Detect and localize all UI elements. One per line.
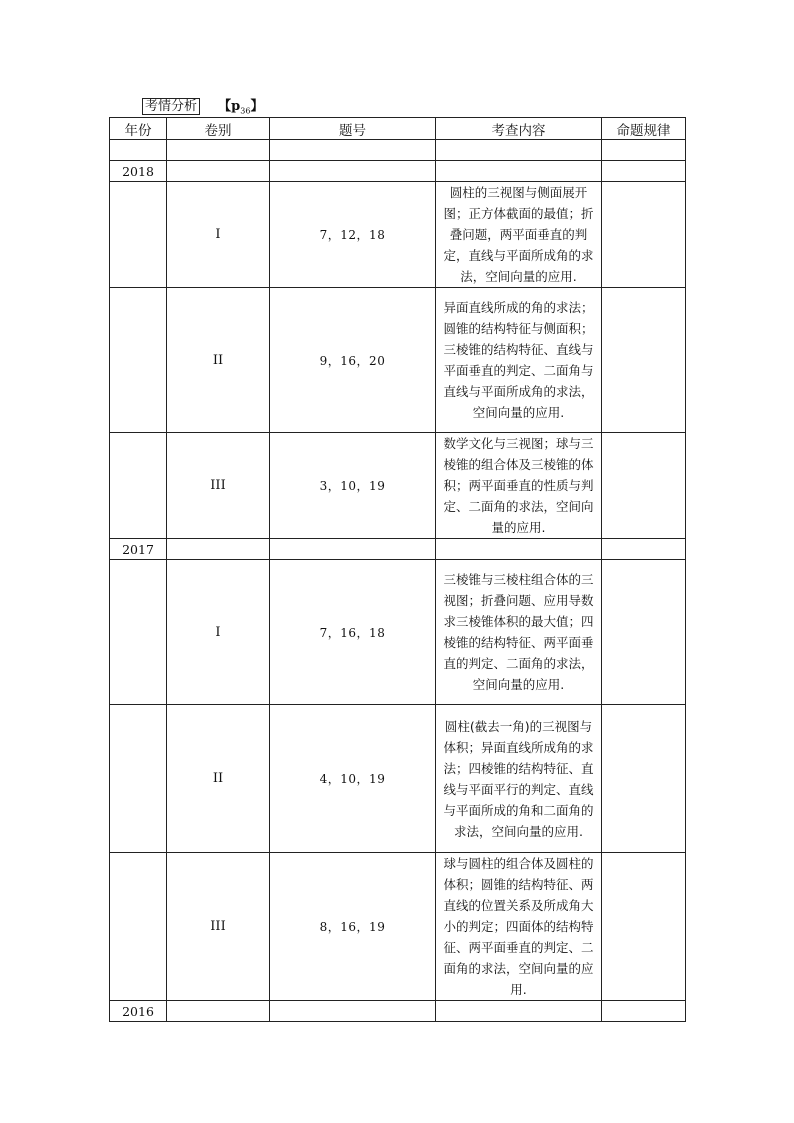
- header-paper: 卷别: [167, 118, 270, 140]
- year-row: [110, 1001, 686, 1022]
- year-cell: 2018: [110, 161, 167, 182]
- paper-cell: III: [167, 853, 270, 1001]
- year-row: [110, 161, 686, 182]
- header-row: [110, 118, 686, 140]
- topic-cell: 球与圆柱的组合体及圆柱的体积；圆锥的结构特征、两直线的位置关系及所成角大小的判定；四面体的结构特征、两平面垂直的判定、二面角的求法，空间向量的应用.: [436, 853, 602, 1001]
- table-row: [110, 288, 686, 433]
- page-reference: 【$p_{36}$】: [218, 99, 264, 116]
- section-tag: 考情分析: [142, 98, 200, 115]
- year-cell: 2016: [110, 1001, 167, 1022]
- paper-cell: III: [167, 433, 270, 539]
- table-row: [110, 182, 686, 288]
- table-row: [110, 853, 686, 1001]
- year-row: [110, 539, 686, 560]
- question-numbers-cell: 8，16，19: [270, 853, 436, 1001]
- blank-row: [110, 140, 686, 161]
- topic-cell: 圆柱的三视图与侧面展开图；正方体截面的最值；折叠问题，两平面垂直的判定，直线与平面所成角的求法，空间向量的应用.: [436, 182, 602, 288]
- question-numbers-cell: 7，12，18: [270, 182, 436, 288]
- paper-cell: I: [167, 560, 270, 705]
- question-numbers-cell: 3，10，19: [270, 433, 436, 539]
- table-row: [110, 560, 686, 705]
- year-cell: 2017: [110, 539, 167, 560]
- topic-cell: 数学文化与三视图；球与三棱锥的组合体及三棱锥的体积；两平面垂直的性质与判定、二面角的求法，空间向量的应用.: [436, 433, 602, 539]
- header-pattern: 命题规律: [602, 118, 686, 140]
- topic-cell: 圆柱(截去一角)的三视图与体积；异面直线所成角的求法；四棱锥的结构特征、直线与平面平行的判定、直线与平面所成的角和二面角的求法，空间向量的应用.: [436, 705, 602, 853]
- paper-cell: I: [167, 182, 270, 288]
- question-numbers-cell: 7，16，18: [270, 560, 436, 705]
- topic-cell: 异面直线所成的角的求法；圆锥的结构特征与侧面积；三棱锥的结构特征、直线与平面垂直的判定、二面角与直线与平面所成角的求法，空间向量的应用.: [436, 288, 602, 433]
- topic-cell: 三棱锥与三棱柱组合体的三视图；折叠问题、应用导数求三棱锥体积的最大值；四棱锥的结构特征、两平面垂直的判定、二面角的求法，空间向量的应用.: [436, 560, 602, 705]
- paper-cell: II: [167, 705, 270, 853]
- question-numbers-cell: 9，16，20: [270, 288, 436, 433]
- table-row: [110, 705, 686, 853]
- header-question-numbers: 题号: [270, 118, 436, 140]
- question-numbers-cell: 4，10，19: [270, 705, 436, 853]
- header-content: 考查内容: [436, 118, 602, 140]
- table-row: [110, 433, 686, 539]
- exam-analysis-table: [109, 117, 686, 1022]
- header-year: 年份: [110, 118, 167, 140]
- paper-cell: II: [167, 288, 270, 433]
